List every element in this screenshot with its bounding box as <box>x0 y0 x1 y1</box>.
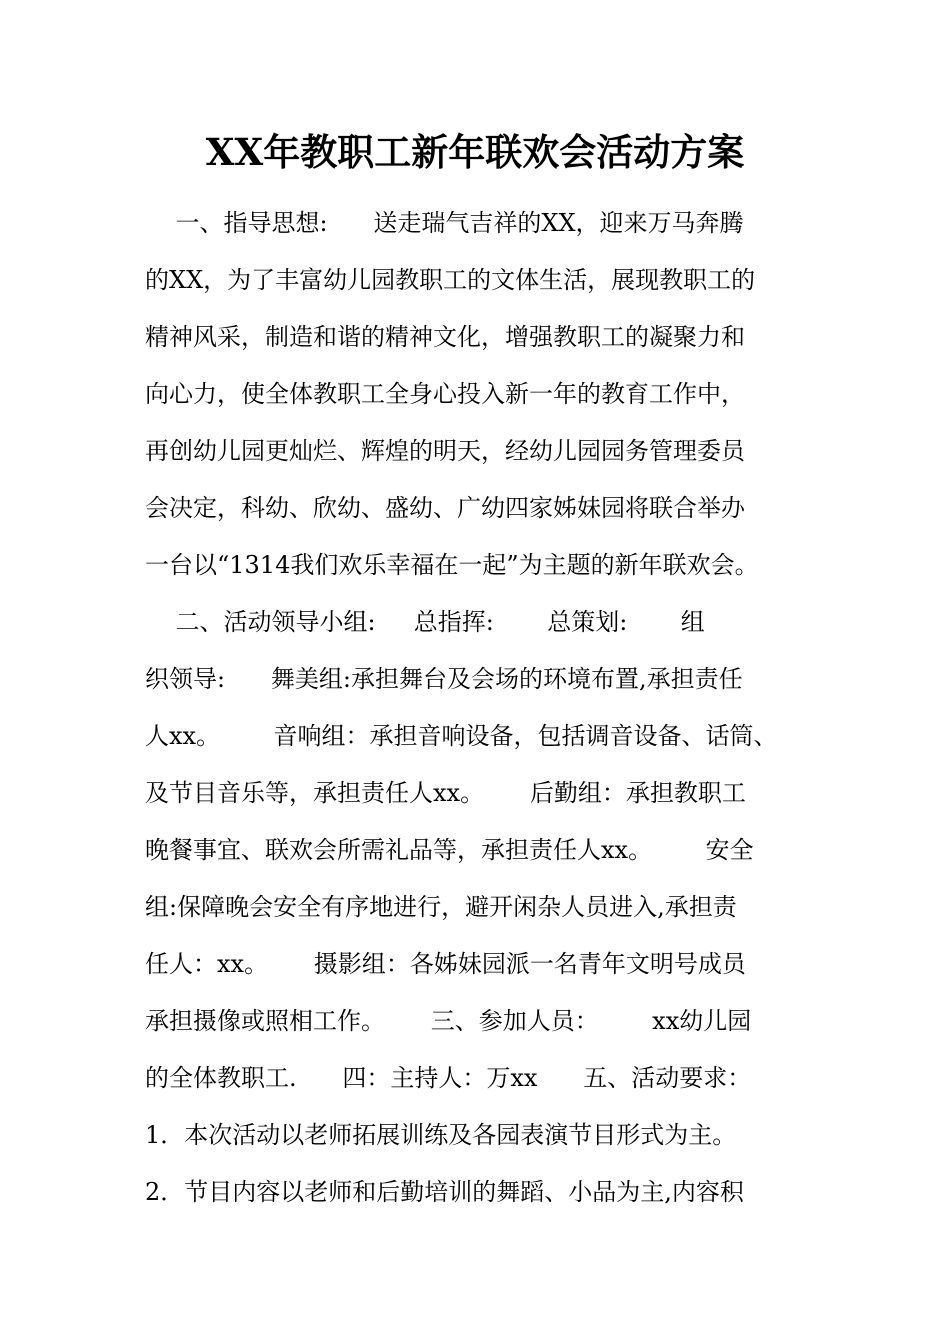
body-line: 的XX，为了丰富幼儿园教职工的文体生活，展现教职工的 <box>145 266 756 294</box>
body-line: 的全体教职工. 四：主持人：万xx 五、活动要求： <box>145 1064 752 1092</box>
body-line: 再创幼儿园更灿烂、辉煌的明天，经幼儿园园务管理委员 <box>145 437 745 465</box>
body-line: 一台以“1314我们欢乐幸福在一起”为主题的新年联欢会。 <box>145 551 759 579</box>
document-title: XX年教职工新年联欢会活动方案 <box>205 130 745 174</box>
body-line: 精神风采，制造和谐的精神文化，增强教职工的凝聚力和 <box>145 323 745 351</box>
body-line: 二、活动领导小组: 总指挥: 总策划: 组 <box>145 608 705 636</box>
body-line: 织领导: 舞美组:承担舞台及会场的环境布置,承担责任 <box>145 665 743 693</box>
body-line: 及节目音乐等，承担责任人xx。 后勤组：承担教职工 <box>145 779 746 807</box>
body-line: 2．节目内容以老师和后勤培训的舞蹈、小品为主,内容积 <box>145 1178 744 1206</box>
body-line: 人xx。 音响组：承担音响设备，包括调音设备、话筒、 <box>145 722 778 750</box>
body-line: 承担摄像或照相工作。 三、参加人员： xx幼儿园 <box>145 1007 752 1035</box>
body-line: 会决定，科幼、欣幼、盛幼、广幼四家姊妹园将联合举办 <box>145 494 745 522</box>
body-line: 任人：xx。 摄影组：各姊妹园派一名青年文明号成员 <box>145 950 746 978</box>
body-line: 向心力，使全体教职工全身心投入新一年的教育工作中， <box>145 380 745 408</box>
body-line: 一、指导思想: 送走瑞气吉祥的XX，迎来万马奔腾 <box>145 209 744 237</box>
body-line: 组:保障晚会安全有序地进行，避开闲杂人员进入,承担责 <box>145 893 737 921</box>
body-line: 晚餐事宜、联欢会所需礼品等，承担责任人xx。 安全 <box>145 836 754 864</box>
body-line: 1．本次活动以老师拓展训练及各园表演节目形式为主。 <box>145 1121 737 1149</box>
